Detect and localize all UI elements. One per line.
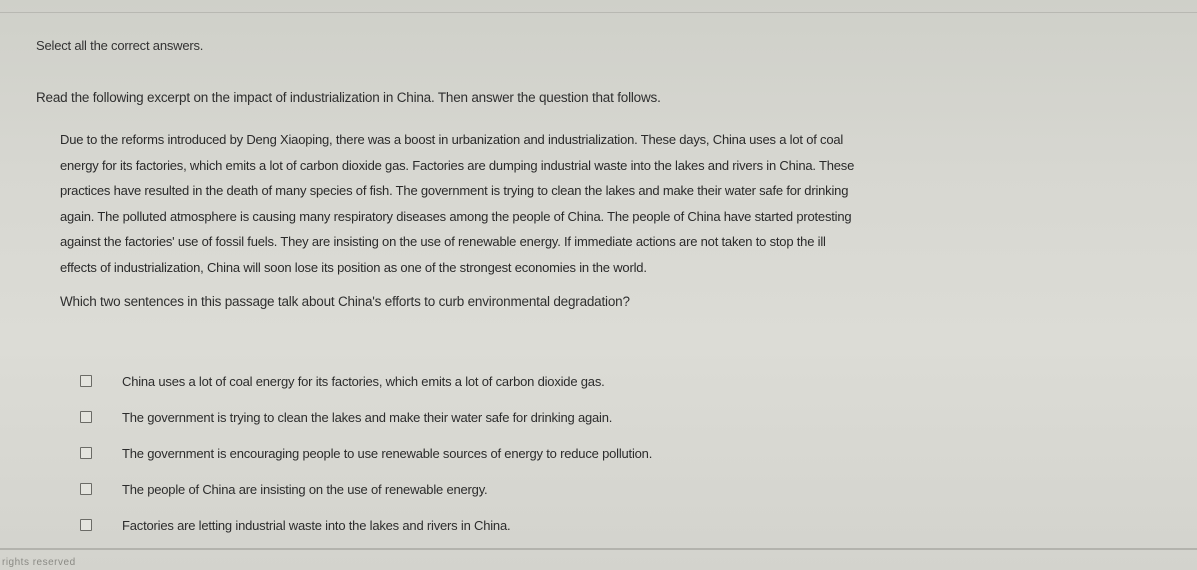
option-label: Factories are letting industrial waste into the lakes and rivers in China. <box>122 517 511 533</box>
answer-options <box>80 363 652 543</box>
option-label: The people of China are insisting on the use of renewable energy. <box>122 481 488 497</box>
passage-line: Due to the reforms introduced by Deng Xiaoping, there was a boost in urbanization and industrialization. These days, China uses a lot of coal <box>60 132 844 147</box>
answer-option-3[interactable] <box>80 435 652 471</box>
answer-option-1[interactable] <box>80 363 652 399</box>
option-checkbox[interactable] <box>80 375 92 387</box>
option-checkbox[interactable] <box>80 447 92 459</box>
answer-option-5[interactable] <box>80 507 652 543</box>
answer-option-4[interactable] <box>80 471 652 507</box>
footer-copyright: rights reserved <box>2 557 76 568</box>
intro-text: Read the following excerpt on the impact of industrialization in China. Then answer the question that follows. <box>36 90 661 105</box>
passage-line: against the factories' use of fossil fuels. They are insisting on the use of renewable energy. If immediate actions are not taken to stop the ill <box>60 234 826 249</box>
bottom-divider <box>0 548 1197 550</box>
question-text: Which two sentences in this passage talk about China's efforts to curb environmental degradation? <box>60 294 630 309</box>
passage-excerpt <box>60 127 1145 280</box>
option-label: China uses a lot of coal energy for its factories, which emits a lot of carbon dioxide gas. <box>122 373 605 389</box>
option-checkbox[interactable] <box>80 411 92 423</box>
option-checkbox[interactable] <box>80 483 92 495</box>
option-label: The government is encouraging people to use renewable sources of energy to reduce pollution. <box>122 445 653 461</box>
answer-option-2[interactable] <box>80 399 652 435</box>
instruction-text: Select all the correct answers. <box>36 38 204 53</box>
option-label: The government is trying to clean the lakes and make their water safe for drinking again. <box>122 409 613 425</box>
passage-line: effects of industrialization, China will soon lose its position as one of the strongest economies in the world. <box>60 259 647 275</box>
passage-line: again. The polluted atmosphere is causing many respiratory diseases among the people of China. The people of China have started protesting <box>60 208 852 224</box>
top-divider <box>0 12 1197 13</box>
option-checkbox[interactable] <box>80 519 92 531</box>
passage-line: practices have resulted in the death of many species of fish. The government is trying to clean the lakes and make their water safe for drinking <box>60 183 849 198</box>
passage-line: energy for its factories, which emits a lot of carbon dioxide gas. Factories are dumping industrial waste into the lakes and rivers in China. These <box>60 157 855 173</box>
